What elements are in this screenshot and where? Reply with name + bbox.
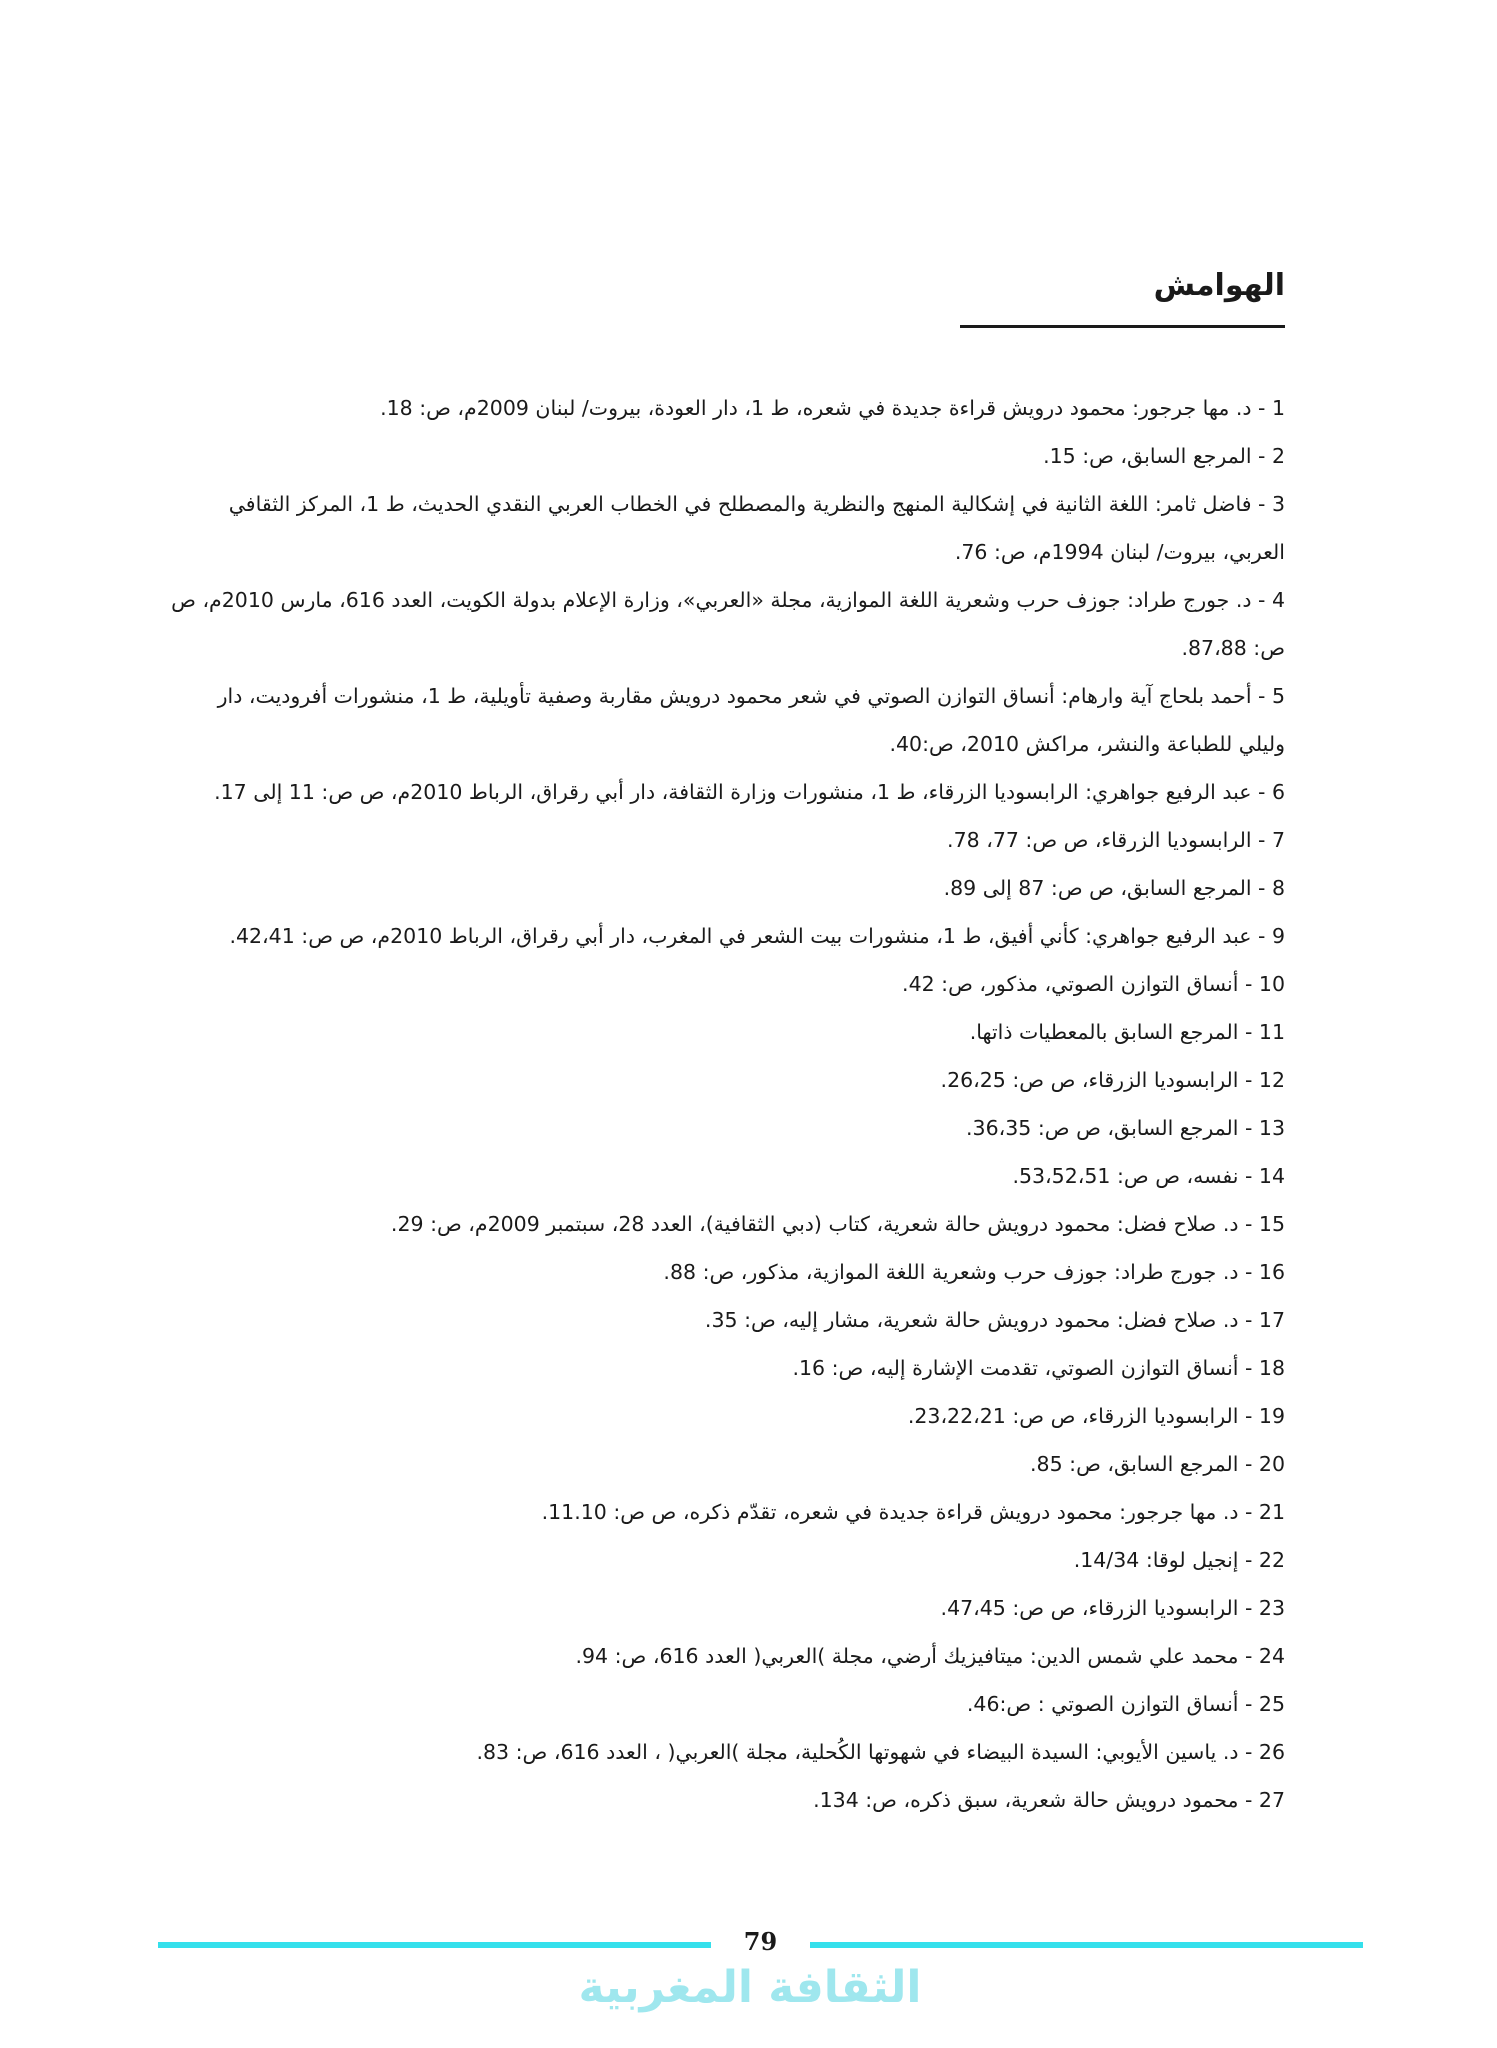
footer-rule-left <box>158 1942 711 1948</box>
footnote-item: 19 - الرابسوديا الزرقاء، ص ص: 23،22،21. <box>907 1404 1285 1428</box>
footnotes-list <box>165 384 1285 1824</box>
footnote-item: 23 - الرابسوديا الزرقاء، ص ص: 47،45. <box>940 1596 1285 1620</box>
footnote-item: 14 - نفسه، ص ص: 53،52،51. <box>1012 1164 1285 1188</box>
footnote-item: 4 - د. جورج طراد: جوزف حرب وشعرية اللغة الموازية، مجلة «العربي»، وزارة الإعلام بدولة الكويت، العدد 616، مارس 2010م، ص ص: 87،88. <box>171 588 1285 660</box>
journal-name: الثقافة المغربية <box>578 1962 922 2013</box>
footnote-item: 12 - الرابسوديا الزرقاء، ص ص: 26،25. <box>940 1068 1285 1092</box>
title-underline <box>960 325 1285 328</box>
footer-rule-right <box>810 1942 1363 1948</box>
footnote-item: 20 - المرجع السابق، ص: 85. <box>1030 1452 1285 1476</box>
footnote-item: 7 - الرابسوديا الزرقاء، ص ص: 77، 78. <box>947 828 1285 852</box>
footnote-item: 10 - أنساق التوازن الصوتي، مذكور، ص: 42. <box>902 972 1285 996</box>
footnote-item: 25 - أنساق التوازن الصوتي : ص:46. <box>966 1692 1285 1716</box>
footnote-item: 26 - د. ياسين الأيوبي: السيدة البيضاء في شهوتها الكُحلية، مجلة )العربي( ، العدد 616، ص: 83. <box>476 1740 1285 1764</box>
footnote-item: 6 - عبد الرفيع جواهري: الرابسوديا الزرقاء، ط 1، منشورات وزارة الثقافة، دار أبي رقراق، الرباط 2010م، ص ص: 11 إلى 17. <box>214 780 1285 804</box>
footnote-item: 27 - محمود درويش حالة شعرية، سبق ذكره، ص: 134. <box>813 1788 1285 1812</box>
section-title: الهوامش <box>1153 268 1285 303</box>
footnote-item: 18 - أنساق التوازن الصوتي، تقدمت الإشارة إليه، ص: 16. <box>792 1356 1285 1380</box>
footnote-item: 5 - أحمد بلحاج آية وارهام: أنساق التوازن الصوتي في شعر محمود درويش مقاربة وصفية تأويلية، ط 1، منشورات أفروديت، دار وليلي للطباعة والنشر، مراكش 2010، ص:40. <box>217 684 1285 756</box>
footnote-item: 3 - فاضل ثامر: اللغة الثانية في إشكالية المنهج والنظرية والمصطلح في الخطاب العربي النقدي الحديث، ط 1، المركز الثقافي العربي، بيروت/ لبنان 1994م، ص: 76. <box>228 492 1285 564</box>
footnote-item: 21 - د. مها جرجور: محمود درويش قراءة جديدة في شعره، تقدّم ذكره، ص ص: 11.10. <box>541 1500 1285 1524</box>
footnote-item: 9 - عبد الرفيع جواهري: كأني أفيق، ط 1، منشورات بيت الشعر في المغرب، دار أبي رقراق، الرباط 2010م، ص ص: 42،41. <box>229 924 1285 948</box>
page-number: 79 <box>743 1927 778 1956</box>
footnote-item: 17 - د. صلاح فضل: محمود درويش حالة شعرية، مشار إليه، ص: 35. <box>704 1308 1285 1332</box>
footnote-item: 15 - د. صلاح فضل: محمود درويش حالة شعرية، كتاب (دبي الثقافية)، العدد 28، سبتمبر 2009م، ص: 29. <box>390 1212 1285 1236</box>
footnote-item: 11 - المرجع السابق بالمعطيات ذاتها. <box>969 1020 1285 1044</box>
footnote-item: 13 - المرجع السابق، ص ص: 36،35. <box>966 1116 1285 1140</box>
footnote-item: 24 - محمد علي شمس الدين: ميتافيزيك أرضي، مجلة )العربي( العدد 616، ص: 94. <box>575 1644 1285 1668</box>
footnote-item: 1 - د. مها جرجور: محمود درويش قراءة جديدة في شعره، ط 1، دار العودة، بيروت/ لبنان 2009م، ص: 18. <box>380 396 1285 420</box>
footnote-item: 16 - د. جورج طراد: جوزف حرب وشعرية اللغة الموازية، مذكور، ص: 88. <box>663 1260 1285 1284</box>
footnote-item: 22 - إنجيل لوقا: 14/34. <box>1073 1548 1285 1572</box>
footnote-item: 8 - المرجع السابق، ص ص: 87 إلى 89. <box>943 876 1285 900</box>
footnote-item: 2 - المرجع السابق، ص: 15. <box>1043 444 1285 468</box>
